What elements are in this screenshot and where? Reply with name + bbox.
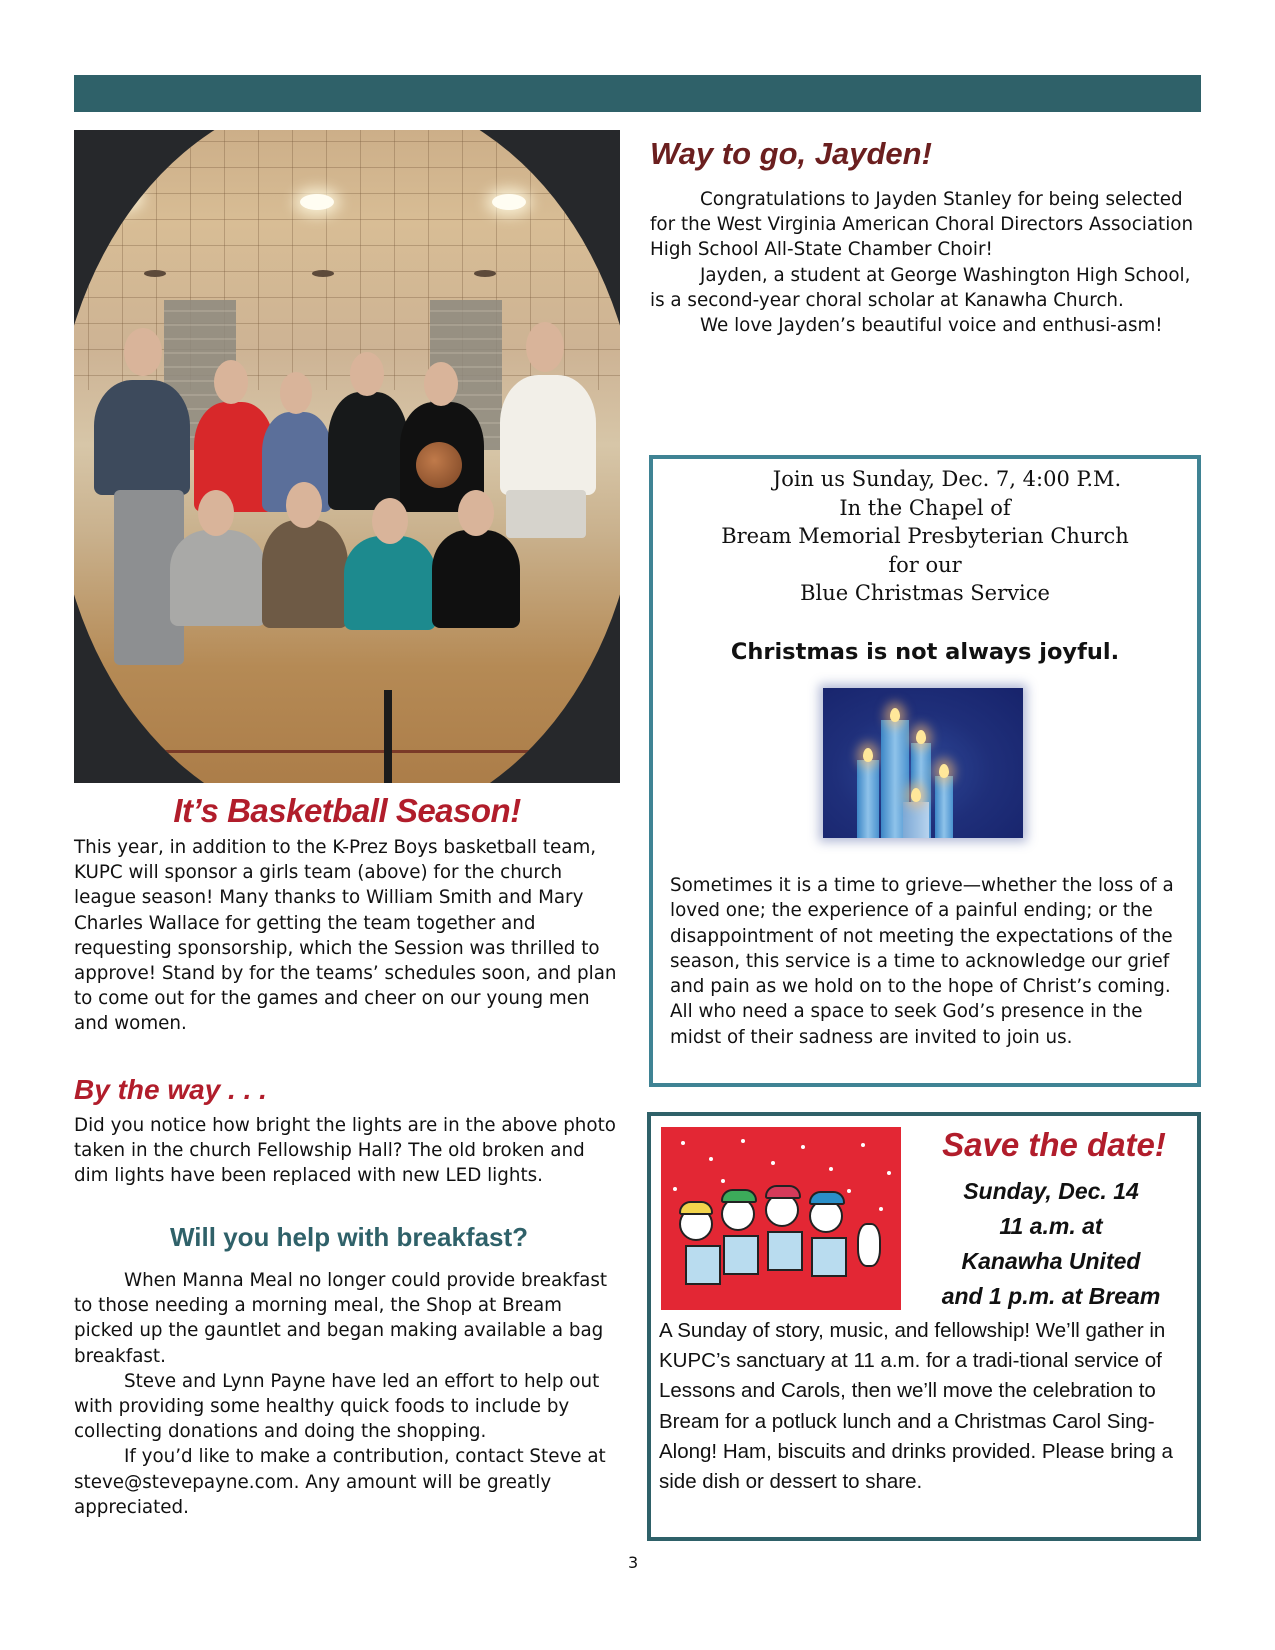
ceiling-light-icon <box>300 194 334 210</box>
invite-line: Bream Memorial Presbyterian Church <box>721 524 1129 548</box>
save-the-date-box <box>647 1112 1201 1541</box>
caroler-hat <box>721 1189 757 1203</box>
snowflake <box>861 1143 865 1147</box>
recessed-light <box>144 270 166 277</box>
invite-line: In the Chapel of <box>839 495 1011 520</box>
person-head <box>214 360 248 404</box>
flame-icon <box>939 764 949 778</box>
by-the-way-body: Did you notice how bright the lights are in the above photo taken in the church Fellowship Hall? The old broken and dim lights have been replaced with new LED lights. <box>74 1115 616 1187</box>
person-kneeling-black <box>432 530 520 628</box>
breakfast-paragraph <box>74 1444 624 1520</box>
jayden-paragraph <box>650 313 1205 338</box>
breakfast-paragraph <box>74 1369 624 1445</box>
person-head <box>124 328 162 376</box>
person-coach-right-shorts <box>506 490 586 538</box>
candle-icon <box>903 802 929 838</box>
ceiling-light-icon <box>104 190 138 206</box>
breakfast-paragraph-text: Steve and Lynn Payne have led an effort to help out with providing some healthy quick foods to include by collecting donations and doing the shopping. <box>74 1370 600 1443</box>
basketball-team-photo <box>74 130 620 783</box>
songbook-icon <box>811 1237 847 1277</box>
breakfast-paragraph-text[interactable]: If you’d like to make a contribution, contact Steve at steve@stevepayne.com. Any amount will be greatly appreciated. <box>74 1446 606 1518</box>
breakfast-body <box>74 1268 624 1520</box>
basketball-body: This year, in addition to the K-Prez Boys basketball team, KUPC will sponsor a girls team (above) for the church league season! Many thanks to William Smith and Mary Charles Wallace for getting the team together and requesting sponsorship, which the Session was thrilled to approve! Stand by for the teams’ schedules soon, and plan to come out for the games and cheer on our young men and women. <box>74 837 617 1035</box>
recessed-light <box>474 270 496 277</box>
snowflake <box>879 1207 883 1211</box>
snowflake <box>721 1179 725 1183</box>
snowflake <box>847 1189 851 1193</box>
invite-line: Blue Christmas Service <box>800 581 1050 605</box>
snowflake <box>829 1167 833 1171</box>
snowflake <box>887 1171 891 1175</box>
by-the-way-headline: By the way . . . <box>74 1074 267 1105</box>
candle-icon <box>857 760 879 838</box>
jayden-paragraph <box>650 187 1205 263</box>
jayden-paragraph-text: Congratulations to Jayden Stanley for being selected for the West Virginia American Choral Directors Association High School All-State Chamber Choir! <box>650 189 1194 261</box>
snowflake <box>801 1145 805 1149</box>
jayden-headline: Way to go, Jayden! <box>650 136 932 171</box>
breakfast-headline: Will you help with breakfast? <box>170 1222 529 1252</box>
photo-vignette <box>74 130 620 783</box>
snoopy-icon <box>857 1223 881 1267</box>
snowflake <box>771 1161 775 1165</box>
songbook-icon <box>767 1231 803 1271</box>
invite-line: Join us Sunday, Dec. 7, 4:00 P.M. <box>772 467 1122 491</box>
snowflake <box>709 1157 713 1161</box>
songbook-icon <box>723 1235 759 1275</box>
jayden-paragraph <box>650 263 1205 313</box>
event-time-1: 11 a.m. at <box>999 1213 1103 1239</box>
person-head <box>350 352 384 396</box>
flame-icon <box>916 730 926 744</box>
save-the-date-details <box>911 1174 1191 1314</box>
snowflake <box>741 1139 745 1143</box>
candles-image <box>823 688 1023 838</box>
songbook-icon <box>685 1245 721 1285</box>
breakfast-paragraph-text: When Manna Meal no longer could provide breakfast to those needing a morning meal, the Shop at Bream picked up the gauntlet and began making available a bag breakfast. <box>74 1270 608 1367</box>
caroler-hat <box>809 1191 845 1205</box>
person-coach-left <box>94 380 190 495</box>
caroler-hair <box>679 1201 713 1215</box>
flame-icon <box>863 748 873 762</box>
jayden-paragraph-text: Jayden, a student at George Washington High School, is a second-year choral scholar at Kanawha Church. <box>650 264 1191 311</box>
caroler-hat <box>765 1185 801 1199</box>
candle-icon <box>935 776 953 838</box>
person-kneeling-teal <box>344 536 436 630</box>
person-head <box>526 322 564 372</box>
snowflake <box>673 1187 677 1191</box>
ceiling-light-icon <box>492 194 526 210</box>
person-head <box>286 482 322 528</box>
jayden-body <box>650 187 1205 338</box>
event-date: Sunday, Dec. 14 <box>963 1178 1139 1204</box>
recessed-light <box>312 270 334 277</box>
person-black-graphic-shirt <box>328 392 408 510</box>
person-head <box>372 498 408 544</box>
blue-christmas-invite <box>653 465 1197 608</box>
person-head <box>458 490 494 536</box>
save-the-date-headline: Save the date! <box>942 1126 1166 1163</box>
carolers-image <box>661 1127 901 1310</box>
flame-icon <box>911 788 921 802</box>
person-head <box>280 372 312 414</box>
person-kneeling-brown <box>262 520 348 628</box>
jayden-paragraph-text: We love Jayden’s beautiful voice and enthusi-asm! <box>700 315 1163 337</box>
event-location-1: Kanawha United <box>961 1248 1141 1274</box>
blue-christmas-body: Sometimes it is a time to grieve—whether the loss of a loved one; the experience of a painful ending; or the disappointment of not meeting the expectations of the season, this service is a time to acknowledge our grief and pain as we hold on to the hope of Christ’s coming. All who need a space to seek God’s presence in the midst of their sadness are invited to join us. <box>670 875 1174 1048</box>
event-time-location-2: and 1 p.m. at Bream <box>941 1283 1161 1309</box>
person-head <box>198 490 234 536</box>
person-kneeling-gray <box>170 530 266 626</box>
basketball-headline: It’s Basketball Season! <box>173 792 521 829</box>
save-the-date-body: A Sunday of story, music, and fellowship! We’ll gather in KUPC’s sanctuary at 11 a.m. for a tradi-tional service of Lessons and Carols, then we’ll move the celebration to Bream for a potluck lunch and a Christmas Carol Sing-Along! Ham, biscuits and drinks provided. Please bring a side dish or dessert to share. <box>659 1319 1173 1494</box>
person-coach-right <box>500 375 596 495</box>
flame-icon <box>890 708 900 722</box>
basketball-icon <box>416 442 462 488</box>
snowflake <box>681 1141 685 1145</box>
header-bar <box>74 75 1201 112</box>
page-number: 3 <box>628 1553 639 1572</box>
blue-christmas-tagline: Christmas is not always joyful. <box>730 639 1120 665</box>
breakfast-paragraph <box>74 1268 624 1369</box>
person-head <box>424 362 458 406</box>
court-line <box>74 750 620 753</box>
invite-line: for our <box>888 552 962 577</box>
court-line <box>384 690 392 783</box>
